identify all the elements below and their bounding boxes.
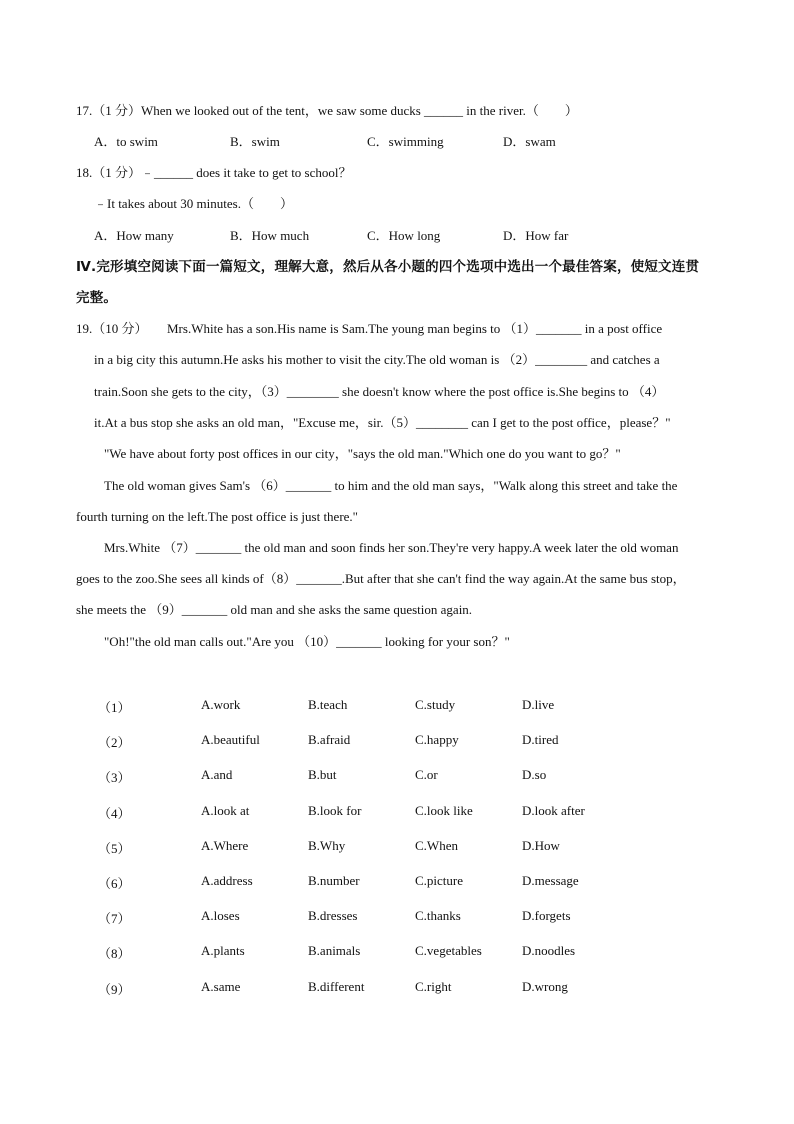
choice-b: B.number bbox=[308, 872, 360, 888]
choice-d: D.How bbox=[522, 837, 560, 853]
choice-a: A.and bbox=[201, 767, 233, 783]
choice-row bbox=[98, 943, 585, 978]
choice-row bbox=[98, 697, 585, 732]
choice-c: C.happy bbox=[415, 732, 459, 748]
passage-line-6: The old woman gives Sam's （6）_______ to him and the old man says，"Walk along this street and take the bbox=[104, 478, 678, 493]
choice-b: B.teach bbox=[308, 697, 348, 712]
passage-line-1: 19.（10 分） Mrs.White has a son.His name is Sam.The young man begins to （1）_______ in a post office bbox=[76, 321, 663, 336]
choice-b: B.but bbox=[308, 767, 337, 783]
choice-b: B.afraid bbox=[308, 732, 351, 748]
choice-number: （6） bbox=[98, 875, 131, 891]
choice-number: （5） bbox=[98, 840, 131, 856]
choice-c: C.vegetables bbox=[415, 943, 482, 959]
choice-d: D.wrong bbox=[522, 978, 568, 994]
choice-number: （4） bbox=[98, 805, 131, 821]
choice-a: A.loses bbox=[201, 908, 240, 924]
choice-a: A.beautiful bbox=[201, 732, 260, 748]
passage-line-8: Mrs.White （7）_______ the old man and soon finds her son.They're very happy.A week later the old woman bbox=[104, 540, 679, 555]
choice-row bbox=[98, 732, 585, 767]
passage-line-9: goes to the zoo.She sees all kinds of（8）_______.But after that she can't find the way again.At the same bus stop， bbox=[76, 571, 686, 586]
choice-b: B.Why bbox=[308, 837, 346, 853]
choice-number: （9） bbox=[98, 981, 131, 997]
choice-c: C.thanks bbox=[415, 908, 461, 924]
choice-a: A.Where bbox=[201, 837, 249, 853]
choice-a: A.plants bbox=[201, 943, 245, 959]
section-4-heading-cont: 完整。 bbox=[76, 290, 118, 306]
passage-line-7: fourth turning on the left.The post office is just there." bbox=[76, 509, 358, 524]
choice-number: （3） bbox=[98, 770, 131, 786]
choice-d: D.tired bbox=[522, 732, 559, 748]
question-18-stem: 18.（1 分）﹣______ does it take to get to school？ bbox=[76, 165, 352, 180]
choice-d: D.message bbox=[522, 872, 579, 888]
passage-line-3: train.Soon she gets to the city，（3）________ she doesn't know where the post office is.She begins to （4） bbox=[94, 384, 665, 399]
question-17-stem: 17.（1 分）When we looked out of the tent，we saw some ducks ______ in the river.（ ） bbox=[76, 103, 578, 118]
choice-a: A.look at bbox=[201, 802, 250, 818]
passage-line-2: in a big city this autumn.He asks his mother to visit the city.The old woman is （2）________ and catches a bbox=[94, 352, 660, 367]
question-17-option-c: C．swimming bbox=[367, 134, 444, 149]
passage-line-11: "Oh!"the old man calls out."Are you （10）_______ looking for your son？" bbox=[104, 634, 510, 649]
section-4-heading: Ⅳ.完形填空阅读下面一篇短文，理解大意，然后从各小题的四个选项中选出一个最佳答案，使短文连贯 bbox=[76, 259, 700, 275]
choice-c: C.When bbox=[415, 837, 458, 853]
choice-d: D.noodles bbox=[522, 943, 576, 959]
passage-line-4: it.At a bus stop she asks an old man，"Excuse me，sir.（5）________ can I get to the post office，please？" bbox=[94, 415, 671, 430]
choice-c: C.study bbox=[415, 697, 456, 712]
choice-c: C.right bbox=[415, 978, 452, 994]
choice-c: C.look like bbox=[415, 802, 473, 818]
question-18-option-a: A．How many bbox=[94, 228, 174, 243]
choice-row bbox=[98, 908, 585, 943]
choice-a: A.address bbox=[201, 872, 253, 888]
question-17-option-d: D．swam bbox=[503, 134, 556, 149]
choice-number: （7） bbox=[98, 911, 131, 927]
choice-row bbox=[98, 873, 585, 908]
choice-b: B.dresses bbox=[308, 908, 358, 924]
choice-number: （1） bbox=[98, 700, 131, 715]
passage-line-10: she meets the （9）_______ old man and she asks the same question again. bbox=[76, 602, 473, 617]
choice-c: C.or bbox=[415, 767, 438, 783]
question-17-option-a: A．to swim bbox=[94, 134, 158, 149]
choice-d: D.live bbox=[522, 697, 555, 712]
choice-b: B.different bbox=[308, 978, 365, 994]
choice-b: B.animals bbox=[308, 943, 361, 959]
choices-table bbox=[98, 697, 585, 1014]
question-17-option-b: B．swim bbox=[230, 134, 280, 149]
choice-row bbox=[98, 979, 585, 1014]
choice-row bbox=[98, 803, 585, 838]
choice-a: A.work bbox=[201, 697, 241, 712]
question-18-option-d: D．How far bbox=[503, 228, 569, 243]
choice-d: D.forgets bbox=[522, 908, 571, 924]
choice-number: （8） bbox=[98, 946, 131, 962]
choice-row bbox=[98, 838, 585, 873]
choice-d: D.so bbox=[522, 767, 547, 783]
choice-row bbox=[98, 767, 585, 802]
choice-b: B.look for bbox=[308, 802, 362, 818]
passage-line-5: "We have about forty post offices in our city，"says the old man."Which one do you want to go？" bbox=[104, 446, 621, 461]
question-18-option-b: B．How much bbox=[230, 228, 310, 243]
choice-a: A.same bbox=[201, 978, 241, 994]
choice-c: C.picture bbox=[415, 872, 464, 888]
question-18-answer-line: ﹣It takes about 30 minutes.（ ） bbox=[94, 196, 293, 211]
question-18-option-c: C．How long bbox=[367, 228, 441, 243]
choice-d: D.look after bbox=[522, 802, 585, 818]
choice-number: （2） bbox=[98, 735, 131, 751]
